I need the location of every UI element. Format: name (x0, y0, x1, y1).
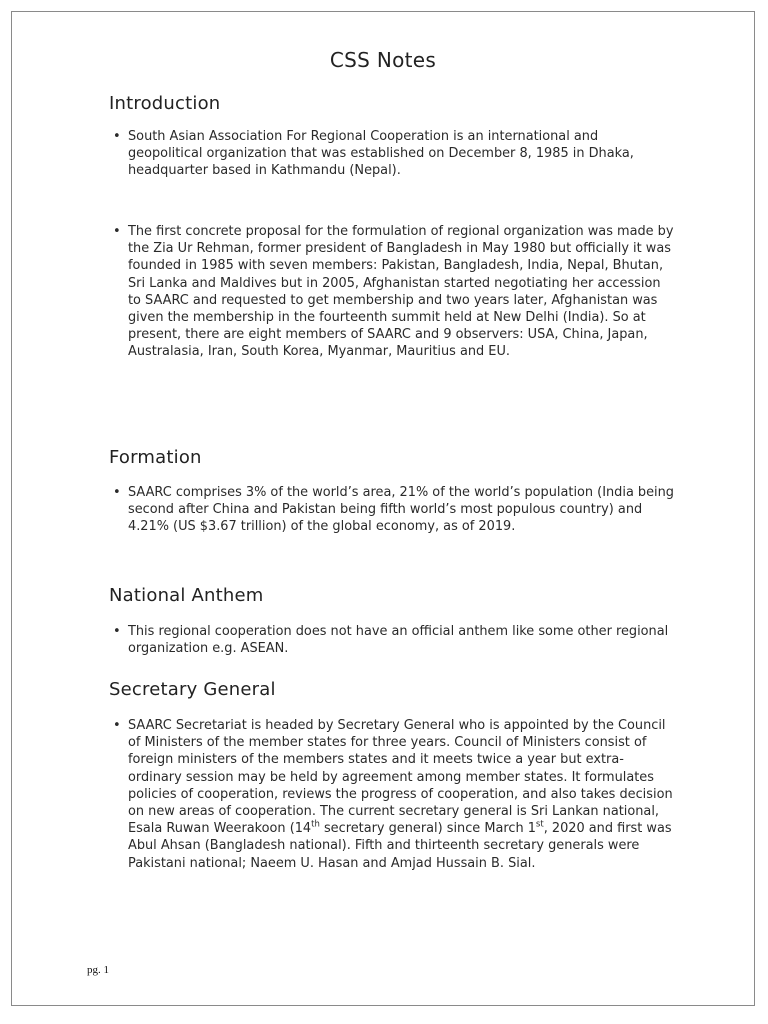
list-item (109, 484, 675, 536)
ordinal-suffix: st (535, 819, 544, 830)
page-title: CSS Notes (329, 48, 437, 72)
list-item-text (128, 717, 675, 872)
bullet-icon: • (113, 485, 121, 500)
section-heading-secretary-general: Secretary General (109, 679, 276, 700)
list-item (109, 128, 675, 180)
list-item (109, 223, 675, 361)
ordinal-suffix: th (311, 819, 320, 830)
document-page (11, 11, 755, 1006)
section-heading-introduction: Introduction (109, 93, 221, 114)
list-item-text: SAARC comprises 3% of the world’s area, 21% of the world’s population (India being second after China and Pakistan being fifth world’s most populous country) and 4.21% (US $3.67 trillion) of the global economy, as of 2019. (128, 485, 674, 535)
page-number: pg. 1 (87, 964, 109, 976)
text-part: , 2020 and first was Abul Ahsan (Bangladesh national). Fifth and thirteenth secretary generals were Pakistani national; Naeem U. Hasan and Amjad Hussain B. Sial. (128, 821, 672, 871)
list-item-text: The first concrete proposal for the formulation of regional organization was made by the Zia Ur Rehman, former president of Bangladesh in May 1980 but officially it was founded in 1985 with seven members: Pakistan, Bangladesh, India, Nepal, Bhutan, Sri Lanka and Maldives but in 2005, Afghanistan started negotiating her accession to SAARC and requested to get membership and two years later, Afghanistan was given the membership in the fourteenth summit held at New Delhi (India). So at present, there are eight members of SAARC and 9 observers: USA, China, Japan, Australasia, Iran, South Korea, Myanmar, Mauritius and EU. (128, 224, 674, 360)
bullet-icon: • (113, 624, 121, 639)
text-part: secretary general) since March 1 (319, 821, 536, 837)
list-item-text: South Asian Association For Regional Cooperation is an international and geopolitical organization that was established on December 8, 1985 in Dhaka, headquarter based in Kathmandu (Nepal). (128, 129, 634, 179)
list-item-text: This regional cooperation does not have an official anthem like some other regional organization e.g. ASEAN. (128, 624, 669, 657)
bullet-icon: • (113, 718, 121, 733)
list-item (109, 717, 675, 872)
section-heading-national-anthem: National Anthem (109, 585, 264, 606)
section-heading-formation: Formation (109, 447, 202, 468)
bullet-icon: • (113, 224, 121, 239)
text-part: SAARC Secretariat is headed by Secretary General who is appointed by the Council of Ministers of the member states for three years. Council of Ministers consist of foreign ministers of the members states and it meets twice a year but extra-ordinary session may be held by agreement among member states. It formulates policies of cooperation, reviews the progress of cooperation, and also takes decision on new areas of cooperation. The current secretary general is Sri Lankan national, Esala Ruwan Weerakoon (14 (128, 718, 673, 837)
bullet-icon: • (113, 129, 121, 144)
list-item (109, 623, 675, 657)
